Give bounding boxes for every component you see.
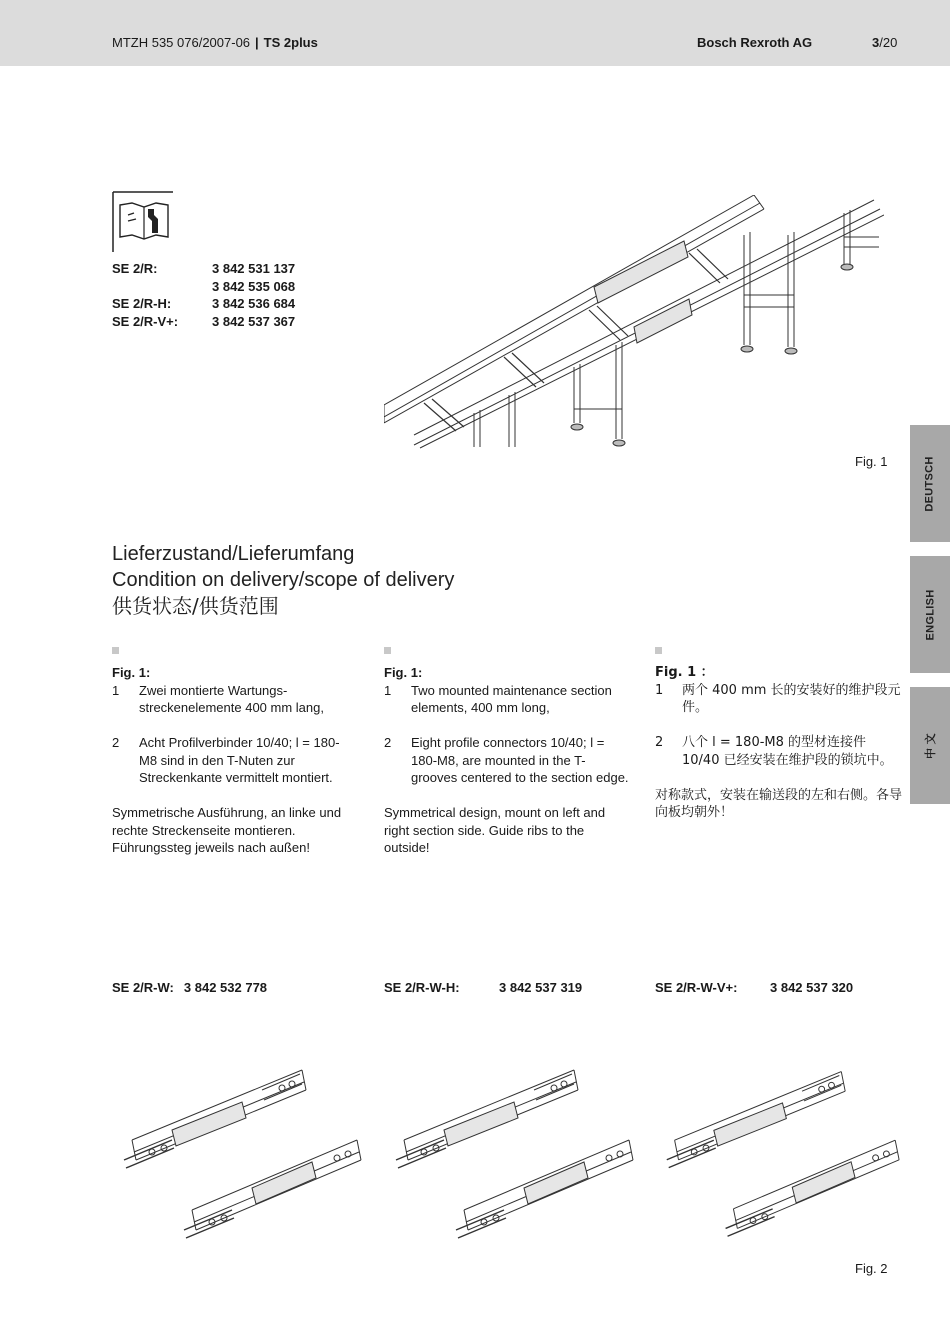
list-item [112, 734, 357, 787]
tab-english-label: ENGLISH [924, 589, 936, 640]
fig-reference: Fig. 1: [112, 665, 151, 680]
header-separator: | [255, 35, 259, 50]
item-number: 2 [112, 735, 120, 750]
part-value: 3 842 537 367 [212, 313, 296, 329]
fig-reference: Fig. 1 ： [655, 665, 714, 680]
item-text: Acht Profilverbinder 10/40; l = 180-M8 sind in den T-Nuten zur Streckenkante vermittelt montiert. [139, 735, 340, 785]
part-value: 3 842 535 068 [212, 278, 296, 294]
item-text: 两个 400 mm 长的安装好的维护段元件。 [682, 682, 901, 715]
part-value: 3 842 531 137 [212, 261, 296, 276]
list-item [655, 734, 903, 769]
part-label: SE 2/R-V+: [112, 313, 179, 329]
list-item [112, 682, 357, 717]
item-number: 1 [384, 682, 392, 698]
title-zh: 供货状态/供货范围 [112, 594, 279, 618]
variant-code [384, 980, 583, 995]
note-text: Symmetrische Ausführung, an linke und rechte Streckenseite montieren. Führungssteg jeweils nach außen! [112, 805, 342, 855]
list-item [655, 682, 903, 717]
item-number: 2 [384, 735, 392, 750]
doc-number: MTZH 535 076/2007-06 [112, 35, 251, 50]
page-number [872, 35, 897, 50]
variant-value: 3 842 537 320 [770, 980, 854, 995]
item-text: Eight profile connectors 10/40; l = 180-M8, are mounted in the T-grooves centered to the section edge. [411, 735, 629, 785]
variant-label: SE 2/R-W-V+: [655, 980, 738, 995]
tab-deutsch-label: DEUTSCH [924, 455, 936, 512]
part-label: SE 2/R-H: [112, 296, 172, 311]
item-number: 1 [112, 682, 120, 698]
list-item [384, 682, 629, 717]
tab-chinese[interactable] [910, 687, 950, 804]
fig-2-label: Fig. 2 [855, 1261, 888, 1276]
note-text: Symmetrical design, mount on left and right section side. Guide ribs to the outside! [384, 805, 606, 855]
list-item [384, 734, 629, 787]
section-element-pair-illustration [384, 1060, 639, 1240]
title-de: Lieferzustand/Lieferumfang [112, 543, 355, 565]
conveyor-section-illustration [384, 195, 884, 450]
bullet-square [384, 647, 391, 654]
tab-deutsch[interactable] [910, 425, 950, 542]
product-name: TS 2plus [263, 35, 318, 50]
variant-label: SE 2/R-W-H: [384, 980, 460, 995]
page-current: 3 [872, 35, 880, 50]
part-label: SE 2/R: [112, 261, 158, 276]
tab-english[interactable] [910, 556, 950, 673]
bullet-square [655, 647, 662, 654]
title-en: Condition on delivery/scope of delivery [112, 569, 455, 591]
variant-code [112, 980, 267, 995]
variant-code [655, 980, 854, 995]
fig-1-label: Fig. 1 [855, 454, 888, 469]
column-german [112, 647, 357, 857]
variant-value: 3 842 532 778 [183, 980, 268, 995]
bullet-square [112, 647, 119, 654]
item-number: 2 [655, 735, 664, 750]
page-header [0, 0, 950, 66]
section-title [112, 541, 454, 619]
section-element-pair-illustration [655, 1060, 905, 1240]
tab-chinese-label: 中 文 [925, 732, 937, 759]
fig-reference: Fig. 1: [384, 665, 423, 680]
item-text: Two mounted maintenance section elements, 400 mm long, [411, 682, 612, 715]
column-chinese [655, 647, 903, 822]
item-text: 八个 l = 180-M8 的型材连接件 10/40 已经安装在维护段的锁坑中。 [682, 735, 893, 768]
part-value: 3 842 536 684 [212, 296, 296, 311]
header-doc-info [112, 35, 318, 50]
variant-value: 3 842 537 319 [499, 980, 583, 995]
wrench-book-icon [112, 191, 174, 253]
item-number: 1 [655, 682, 664, 698]
page-total: /20 [879, 35, 898, 50]
company-name: Bosch Rexroth AG [697, 35, 813, 50]
section-element-pair-illustration [112, 1060, 367, 1240]
item-text: Zwei montierte Wartungs-streckenelemente 400 mm lang, [139, 682, 324, 715]
variant-label: SE 2/R-W: [112, 980, 174, 995]
column-english [384, 647, 629, 857]
note-text: 对称款式，安装在输送段的左和右侧。各导向板均朝外！ [655, 787, 903, 820]
